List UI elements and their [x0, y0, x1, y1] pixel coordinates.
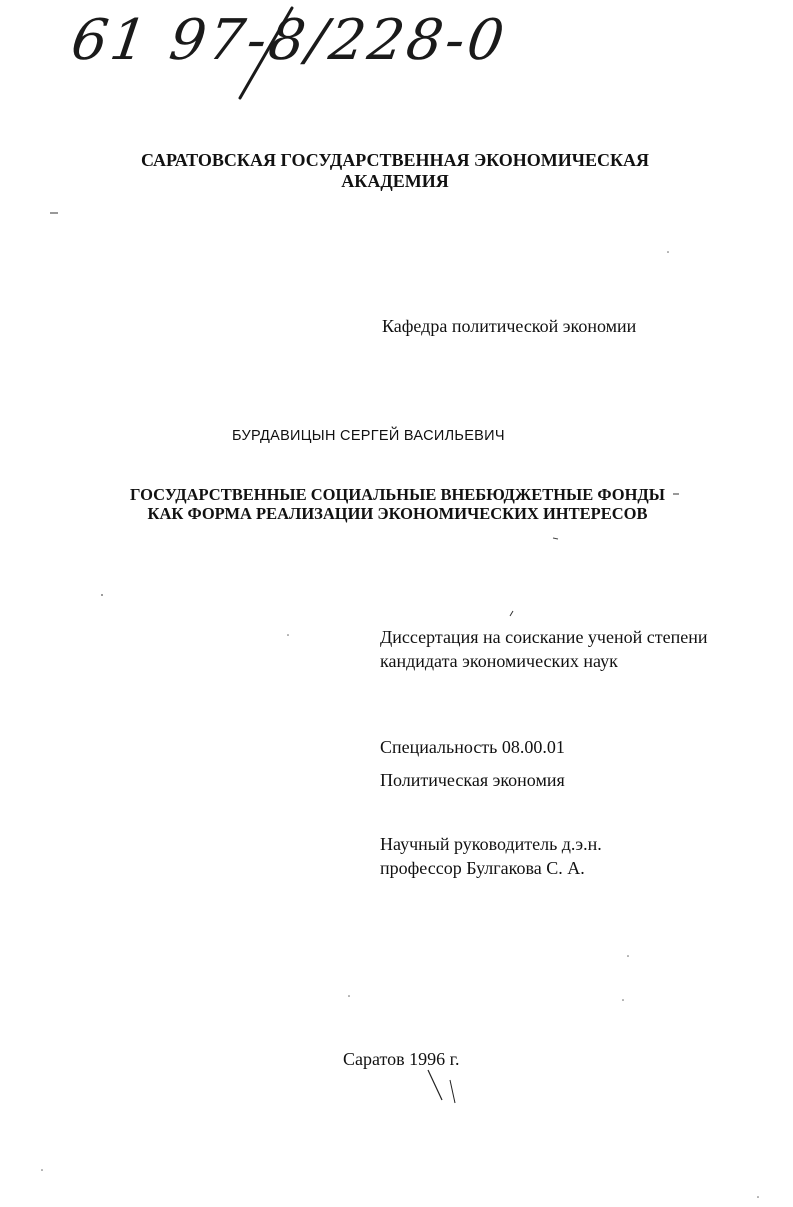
supervisor-name: профессор Булгакова С. А.	[380, 858, 585, 878]
supervisor-title: Научный руководитель д.э.н.	[380, 834, 602, 854]
department-name: Кафедра политической экономии	[382, 316, 637, 336]
specialty-code: Специальность 08.00.01	[380, 737, 565, 757]
author-name: БУРДАВИЦЫН СЕРГЕЙ ВАСИЛЬЕВИЧ	[232, 428, 505, 444]
city-year: Саратов 1996 г.	[343, 1049, 460, 1069]
handwritten-archive-number: 61 97-8/228-0	[67, 8, 511, 73]
academy-name: САРАТОВСКАЯ ГОСУДАРСТВЕННАЯ ЭКОНОМИЧЕСКАЯ АКАДЕМИЯ	[140, 150, 650, 191]
specialty-name: Политическая экономия	[380, 770, 565, 790]
dissertation-statement: Диссертация на соискание ученой степени кандидата экономических наук	[380, 627, 708, 671]
dissertation-title: ГОСУДАРСТВЕННЫЕ СОЦИАЛЬНЫЕ ВНЕБЮДЖЕТНЫЕ ФОНДЫ КАК ФОРМА РЕАЛИЗАЦИИ ЭКОНОМИЧЕСКИХ ИНТЕРЕСОВ	[130, 485, 665, 523]
